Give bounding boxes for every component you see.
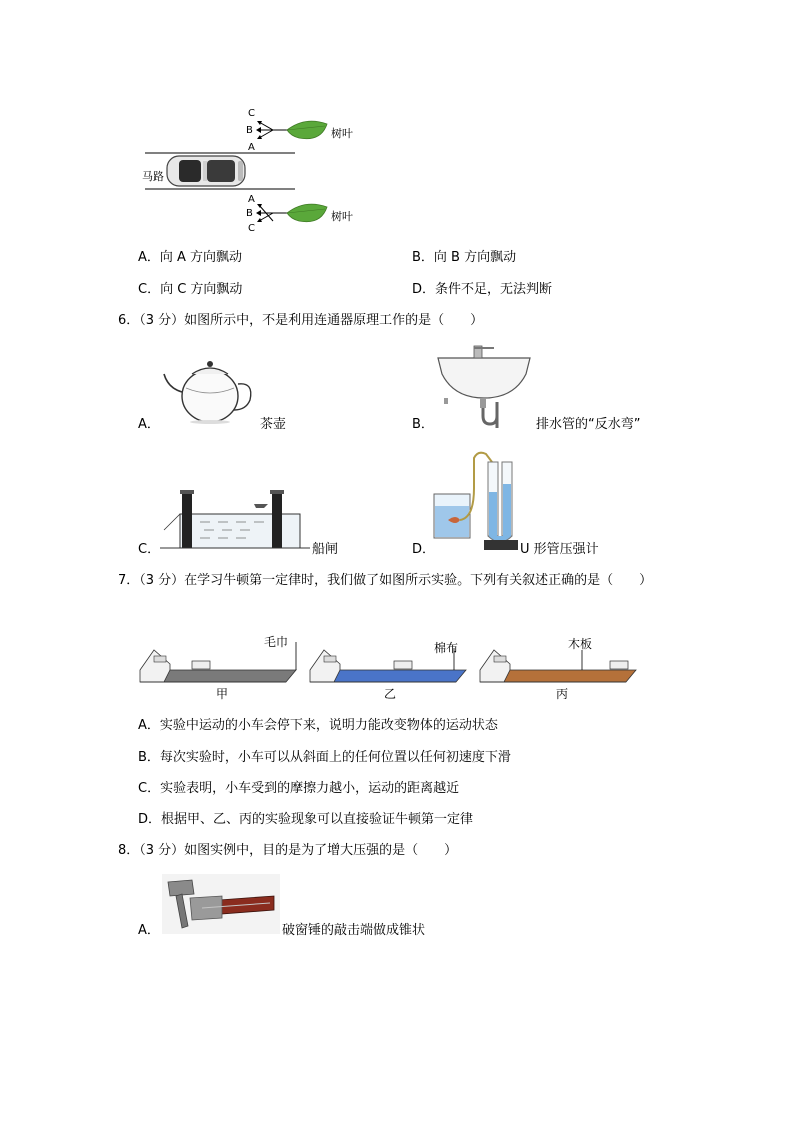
q6-a-letter: A． [138,417,160,432]
q6-d-caption: U 形管压强计 [520,542,599,557]
dir-label: C [248,223,255,234]
q5-option-b: B．向 B 方向飘动 [412,250,517,265]
q6-stem: 6．（3 分）如图所示中，不是利用连通器原理工作的是（ ） [118,313,484,328]
q7-option-b: B．每次实验时，小车可以从斜面上的任何位置以任何初速度下滑 [138,750,511,765]
q7-figure [140,628,640,710]
dir-label: B [246,125,253,136]
q5-figure [135,100,365,240]
q5-option-a: A．向 A 方向飘动 [138,250,243,265]
q5-option-c: C．向 C 方向飘动 [138,282,243,297]
surface-label: 木板 [568,637,593,651]
q7-stem: 7．（3 分）在学习牛顿第一定律时，我们做了如图所示实验。下列有关叙述正确的是（ ） [118,573,653,588]
u-tube-manometer-icon [430,448,522,552]
q7-option-d: D．根据甲、乙、丙的实验现象可以直接验证牛顿第一定律 [138,812,474,827]
q6-b-letter: B． [412,417,434,432]
q8-stem: 8．（3 分）如图实例中，目的是为了增大压强的是（ ） [118,843,458,858]
q6-c-letter: C． [138,542,161,557]
dir-label: A [248,142,255,153]
leaf-icon [287,204,327,222]
leaf-label: 树叶 [331,210,353,223]
surface-label: 棉布 [434,641,459,655]
q6-b-caption: 排水管的“反水弯” [536,417,641,432]
road-label: 马路 [142,170,164,183]
leaf-icon [287,121,327,139]
q7-option-c: C．实验表明，小车受到的摩擦力越小，运动的距离越近 [138,781,460,796]
setup-label: 甲 [216,687,229,701]
q6-d-letter: D． [412,542,436,557]
q6-a-caption: 茶壶 [260,417,287,432]
leaf-label: 树叶 [331,127,353,140]
setup-label: 丙 [556,687,569,701]
q7-option-a: A．实验中运动的小车会停下来，说明力能改变物体的运动状态 [138,718,498,733]
ramp-wood [480,650,636,682]
surface-label: 毛巾 [264,635,289,649]
car-icon [167,156,245,186]
dir-label: A [248,194,255,205]
dir-label: B [246,208,253,219]
q6-c-caption: 船闸 [312,542,339,557]
ship-lock-icon [160,484,310,556]
teapot-icon [160,348,260,428]
emergency-hammer-icon [162,874,280,934]
q5-option-d: D．条件不足，无法判断 [412,282,553,297]
sink-drain-icon [434,340,534,428]
setup-label: 乙 [384,687,397,701]
q8-a-letter: A． [138,923,160,938]
dir-label: C [248,108,255,119]
q8-a-caption: 破窗锤的敲击端做成锥状 [282,923,426,938]
